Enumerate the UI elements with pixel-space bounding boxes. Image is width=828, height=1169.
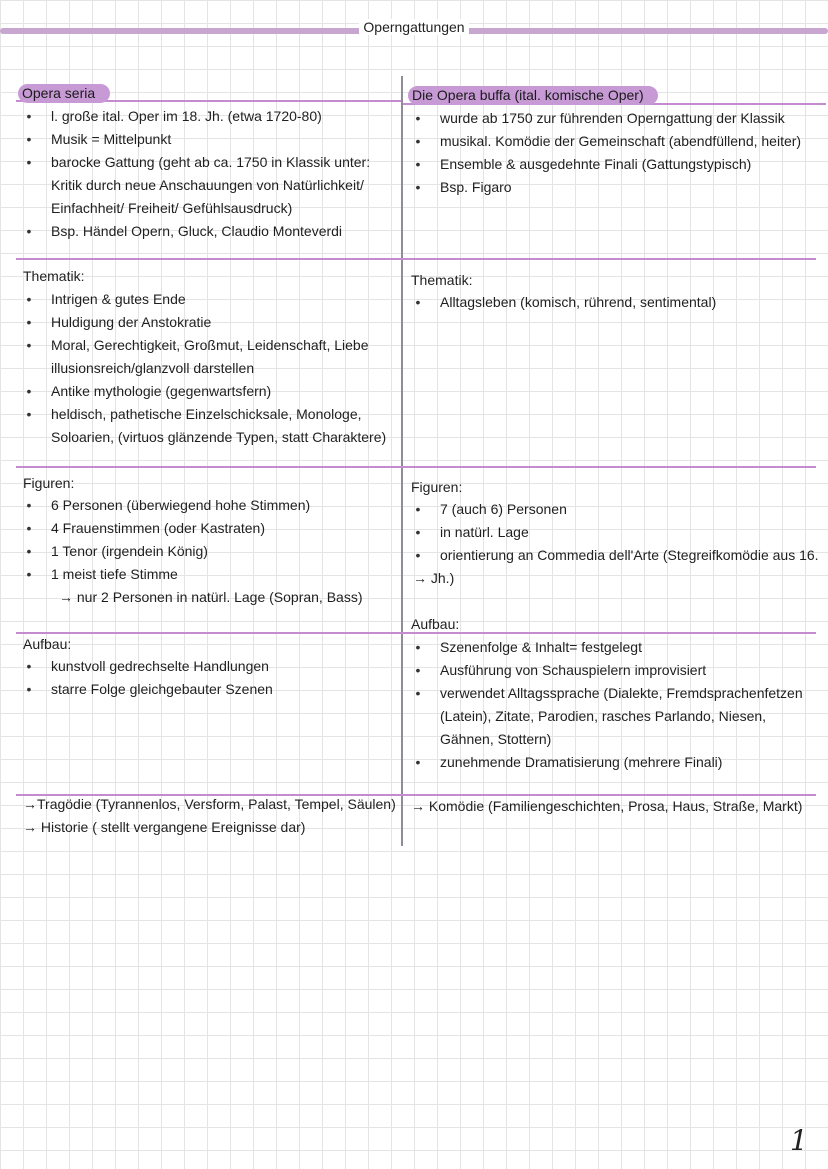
list-item: • Intrigen & gutes Ende (51, 288, 386, 311)
seria-intro-list (51, 105, 370, 243)
opera-buffa-header (408, 86, 658, 105)
seria-aufbau-label: Aufbau: (23, 636, 72, 652)
list-item: (Latein), Zitate, Parodien, rasches Parlando, Niesen, (440, 708, 767, 724)
list-item: Einfachheit/ Freiheit/ Gefühlsausdruck) (51, 200, 293, 216)
list-item: • l. große ital. Oper im 18. Jh. (etwa 1720-80) (51, 105, 370, 128)
list-item: • 4 Frauenstimmen (oder Kastraten) (51, 517, 363, 540)
list-item: • Ensemble & ausgedehnte Finali (Gattungstypisch) (440, 153, 801, 176)
list-item: • verwendet Alltagssprache (Dialekte, Fremdsprachenfetzen (440, 682, 803, 705)
list-item: • Alltagsleben (komisch, rührend, sentimental) (440, 291, 716, 314)
list-item: • 6 Personen (überwiegend hohe Stimmen) (51, 494, 363, 517)
list-item: • starre Folge gleichgebauter Szenen (51, 678, 273, 701)
seria-summary (23, 793, 396, 839)
list-item: → nur 2 Personen in natürl. Lage (Sopran, Bass) (59, 589, 363, 605)
list-item: • Bsp. Händel Opern, Gluck, Claudio Monteverdi (51, 220, 370, 243)
seria-aufbau-list (51, 655, 273, 701)
seria-historie-line: → Historie ( stellt vergangene Ereignisse dar) (23, 819, 306, 835)
buffa-thematik-label: Thematik: (411, 272, 473, 288)
seria-figuren-list (51, 494, 363, 609)
buffa-figuren-label: Figuren: (411, 479, 463, 495)
list-item: • 1 meist tiefe Stimme (51, 563, 363, 586)
list-item: • Musik = Mittelpunkt (51, 128, 370, 151)
buffa-intro-list (440, 107, 801, 199)
list-item: • Ausführung von Schauspielern improvisiert (440, 659, 803, 682)
rule-figuren (16, 466, 816, 468)
list-item: • wurde ab 1750 zur führenden Operngattung der Klassik (440, 107, 801, 130)
page-title-text: Operngattungen (359, 19, 468, 35)
opera-buffa-header-label: Die Opera buffa (ital. komische Oper) (412, 87, 644, 103)
list-item: • kunstvoll gedrechselte Handlungen (51, 655, 273, 678)
buffa-aufbau-label: Aufbau: (411, 616, 460, 632)
opera-seria-header-label: Opera seria (22, 85, 96, 101)
rule-thematik (16, 258, 816, 260)
buffa-summary (411, 795, 802, 818)
opera-seria-header (18, 84, 110, 103)
list-item: • heldisch, pathetische Einzelschicksale, Monologe, (51, 403, 386, 426)
list-item: • musikal. Komödie der Gemeinschaft (abendfüllend, heiter) (440, 130, 801, 153)
page-number: 1 (790, 1124, 808, 1157)
list-item: • Moral, Gerechtigkeit, Großmut, Leidenschaft, Liebe (51, 334, 386, 357)
buffa-aufbau-list (440, 636, 803, 774)
list-item: → Jh.) (413, 570, 455, 586)
list-item: • 1 Tenor (irgendein König) (51, 540, 363, 563)
buffa-thematik-list (440, 291, 716, 314)
page-title (0, 19, 828, 35)
list-item: • 7 (auch 6) Personen (440, 498, 819, 521)
buffa-genre-line: → Komödie (Familiengeschichten, Prosa, Haus, Straße, Markt) (411, 798, 803, 814)
column-divider (401, 76, 403, 846)
list-item: illusionsreich/glanzvoll darstellen (51, 360, 255, 376)
list-item: • orientierung an Commedia dell'Arte (Stegreifkomödie aus 16. (440, 544, 819, 567)
list-item: • Antike mythologie (gegenwartsfern) (51, 380, 386, 403)
list-item: Kritik durch neue Anschauungen von Natürlichkeit/ (51, 177, 364, 193)
seria-figuren-label: Figuren: (23, 475, 75, 491)
list-item: • zunehmende Dramatisierung (mehrere Finali) (440, 751, 803, 774)
seria-thematik-label: Thematik: (23, 268, 85, 284)
buffa-figuren-list (413, 498, 819, 590)
list-item: • Bsp. Figaro (440, 176, 801, 199)
seria-thematik-list (51, 288, 386, 449)
list-item: • Szenenfolge & Inhalt= festgelegt (440, 636, 803, 659)
list-item: • Huldigung der Anstokratie (51, 311, 386, 334)
seria-genre-line: →Tragödie (Tyrannenlos, Versform, Palast, Tempel, Säulen) (23, 796, 396, 812)
list-item: • in natürl. Lage (440, 521, 819, 544)
list-item: Soloarien, (virtuos glänzende Typen, statt Charaktere) (51, 429, 387, 445)
list-item: Gähnen, Stottern) (440, 731, 552, 747)
list-item: • barocke Gattung (geht ab ca. 1750 in Klassik unter: (51, 151, 370, 174)
